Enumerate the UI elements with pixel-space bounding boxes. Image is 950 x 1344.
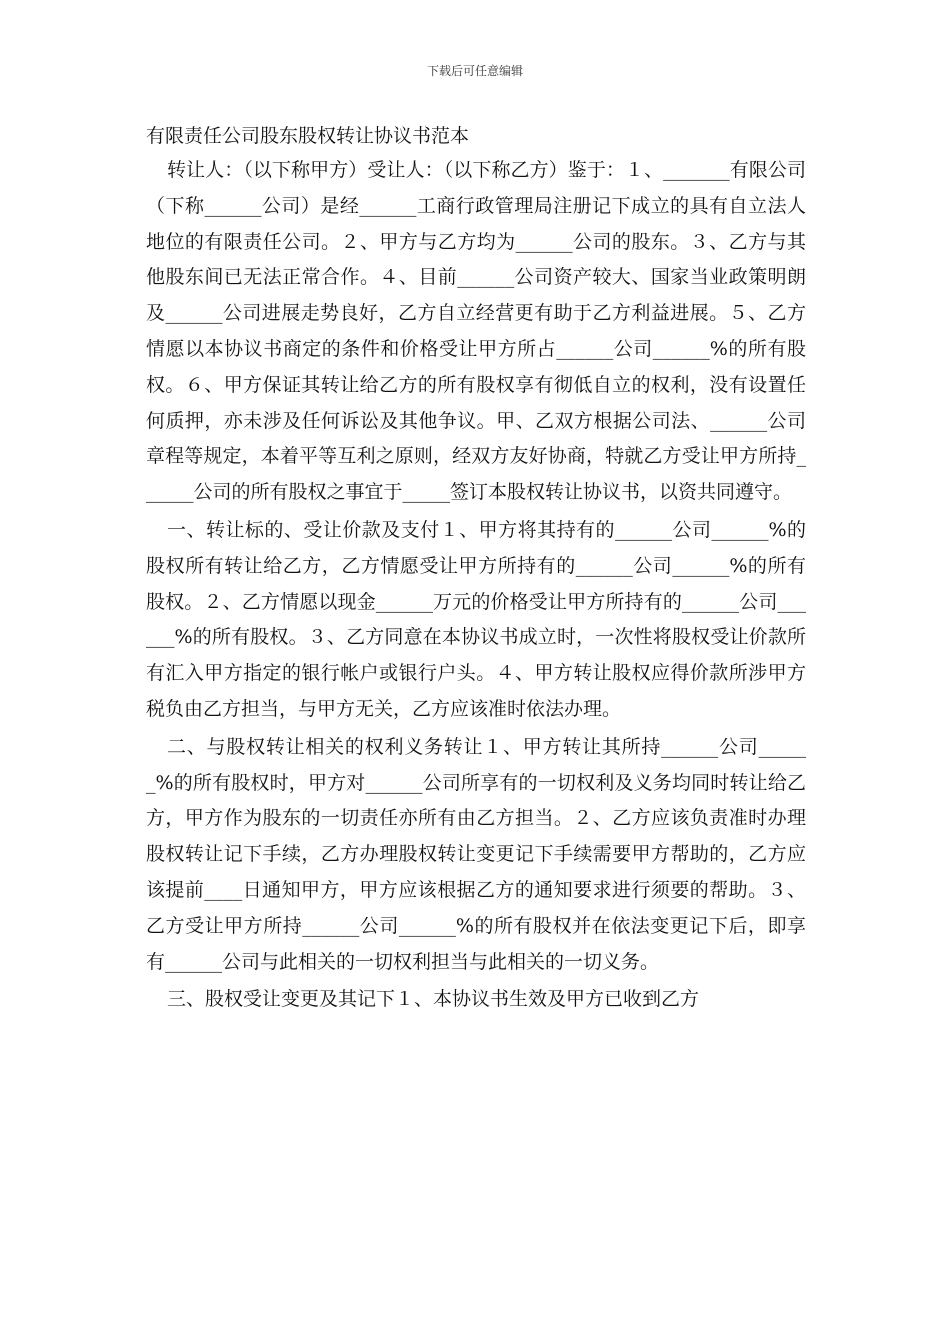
paragraph-section-2: 二、与股权转让相关的权利义务转让１、甲方转让其所持______公司______%的所有股权时，甲方对______公司所享有的一切权利及义务均同时转让给乙方，甲方作为股东的一切责任亦所有由乙方担当。２、乙方应该负责准时办理股权转让记下手续，乙方办理股权转让变更记下手续需要甲方帮助的，乙方应该提前____日通知甲方，甲方应该根据乙方的通知要求进行须要的帮助。３、乙方受让甲方所持______公司______%的所有股权并在依法变更记下后，即享有______公司与此相关的一切权利担当与此相关的一切义务。 — [146, 735, 806, 973]
paragraph-preamble: 转让人：（以下称甲方）受让人：（以下称乙方）鉴于：１、_______有限公司（下称______公司）是经______工商行政管理局注册记下成立的具有自立法人地位的有限责任公司。２、甲方与乙方均为______公司的股东。３、乙方与其他股东间已无法正常合作。４、目前______公司资产较大、国家当业政策明朗及______公司进展走势良好，乙方自立经营更有助于乙方利益进展。５、乙方情愿以本协议书商定的条件和价格受让甲方所占______公司______%的所有股权。６、甲方保证其转让给乙方的所有股权享有彻低自立的权利，没有设置任何质押，亦未涉及任何诉讼及其他争议。甲、乙双方根据公司法、______公司章程等规定，本着平等互利之原则，经双方友好协商，特就乙方受让甲方所持______公司的所有股权之事宜于_____签订本股权转让协议书，以资共同遵守。 — [146, 159, 806, 504]
document-body — [146, 119, 806, 1018]
document-title: 有限责任公司股东股权转让协议书范本 — [146, 125, 470, 147]
paragraph-section-3: 三、股权受让变更及其记下１、本协议书生效及甲方已收到乙方 — [167, 988, 700, 1011]
page-header-note: 下载后可任意编辑 — [426, 64, 523, 78]
paragraph-section-1: 一、转让标的、受让价款及支付１、甲方将其持有的______公司______%的股权所有转让给乙方，乙方情愿受让甲方所持有的______公司______%的所有股权。２、乙方情愿以现金______万元的价格受让甲方所持有的______公司______%的所有股权。３、乙方同意在本协议书成立时，一次性将股权受让价款所有汇入甲方指定的银行帐户或银行户头。４、甲方转让股权应得价款所涉甲方税负由乙方担当，与甲方无关，乙方应该准时依法办理。 — [146, 518, 806, 720]
